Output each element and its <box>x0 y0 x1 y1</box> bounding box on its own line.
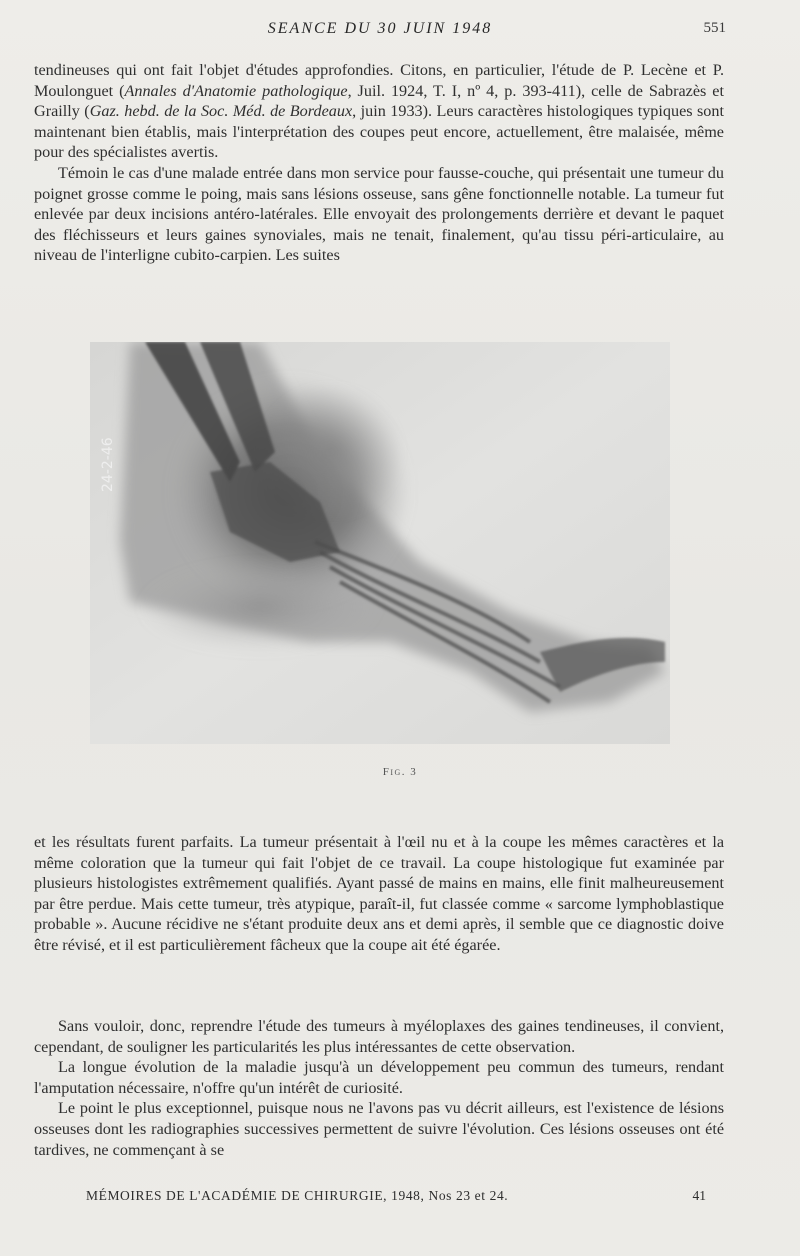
paragraph-particularities: Sans vouloir, donc, reprendre l'étude des tumeurs à myéloplaxes des gaines tendineuses, il convient, cependant, de souligner les particularités les plus intéressantes de cette observation. <box>34 1017 724 1056</box>
text-block-middle <box>34 832 724 956</box>
paragraph-results: et les résultats furent parfaits. La tumeur présentait à l'œil nu et à la coupe les mêmes caractères et la même coloration que la tumeur qui fait l'objet de ce travail. La coupe histologique fut examinée par plusieurs histologistes extrêmement qualifiés. Ayant passé de mains en mains, elle finit malheureusement par être perdue. Mais cette tumeur, très atypique, paraît-il, fut classée comme « sarcome lymphoblastique probable ». Aucune récidive ne s'étant produite deux ans et demi après, il semble que ce diagnostic doive être révisé, et il est particulièrement fâcheux que la coupe ait été égarée. <box>34 833 724 954</box>
page-number: 551 <box>703 20 726 36</box>
running-header <box>34 20 726 44</box>
text-run: , juin 1933). Leurs caractères histologiques typiques sont maintenant bien établis, mais l'interprétation des coupes peut encore, actuellement, être malaisée, même pour des spécialistes avertis. <box>34 102 724 162</box>
paragraph-case: Témoin le cas d'une malade entrée dans mon service pour fausse-couche, qui présentait une tumeur du poignet grosse comme le poing, mais sans lésions osseuse, sans gêne fonctionnelle notable. La tumeur fut enlevée par deux incisions antéro-latérales. Elle envoyait des prolongements derrière et devant le paquet des fléchisseurs et leurs gaines synoviales, mais ne tenait, finalement, qu'au tissu péri-articulaire, au niveau de l'interligne cubito-carpien. Les suites <box>34 163 724 265</box>
journal-title-italic: Gaz. hebd. de la Soc. Méd. de Bordeaux <box>89 102 353 121</box>
film-date-marking: 24-2-46 <box>100 437 116 492</box>
page-footer <box>86 1188 706 1208</box>
figure-caption: Fig. 3 <box>382 766 418 778</box>
running-title: SEANCE DU 30 JUIN 1948 <box>267 20 493 37</box>
text-run: tendineuses qui ont fait l'objet d'études approfondies. Citons, en particulier, l'étude de P. Lecène et P. Moulonguet ( <box>34 61 724 100</box>
paragraph-evolution: La longue évolution de la maladie jusqu'à un développement peu commun des tumeurs, rendant l'amputation nécessaire, n'offre qu'un intérêt de curiosité. <box>34 1058 724 1097</box>
radiograph-image <box>90 342 670 744</box>
text-run: , Juil. 1924, T. I, nº 4, p. 393-411), celle de Sabrazès et Grailly ( <box>34 81 724 121</box>
footer-number: 41 <box>692 1188 706 1203</box>
paragraph-bone-lesions: Le point le plus exceptionnel, puisque nous ne l'avons pas vu décrit ailleurs, est l'existence de lésions osseuses dont les radiographies successives permettent de suivre l'évolution. Ces lésions osseuses ont été tardives, ne commençant à se <box>34 1099 724 1159</box>
paragraph-references <box>34 60 724 163</box>
radiograph-figure <box>90 342 670 744</box>
text-block-top <box>34 60 724 266</box>
footer-journal: MÉMOIRES DE L'ACADÉMIE DE CHIRURGIE, 1948, Nos 23 et 24. <box>86 1188 509 1203</box>
journal-title-italic: Annales d'Anatomie pathologique <box>124 81 348 100</box>
text-block-bottom <box>34 1016 724 1160</box>
